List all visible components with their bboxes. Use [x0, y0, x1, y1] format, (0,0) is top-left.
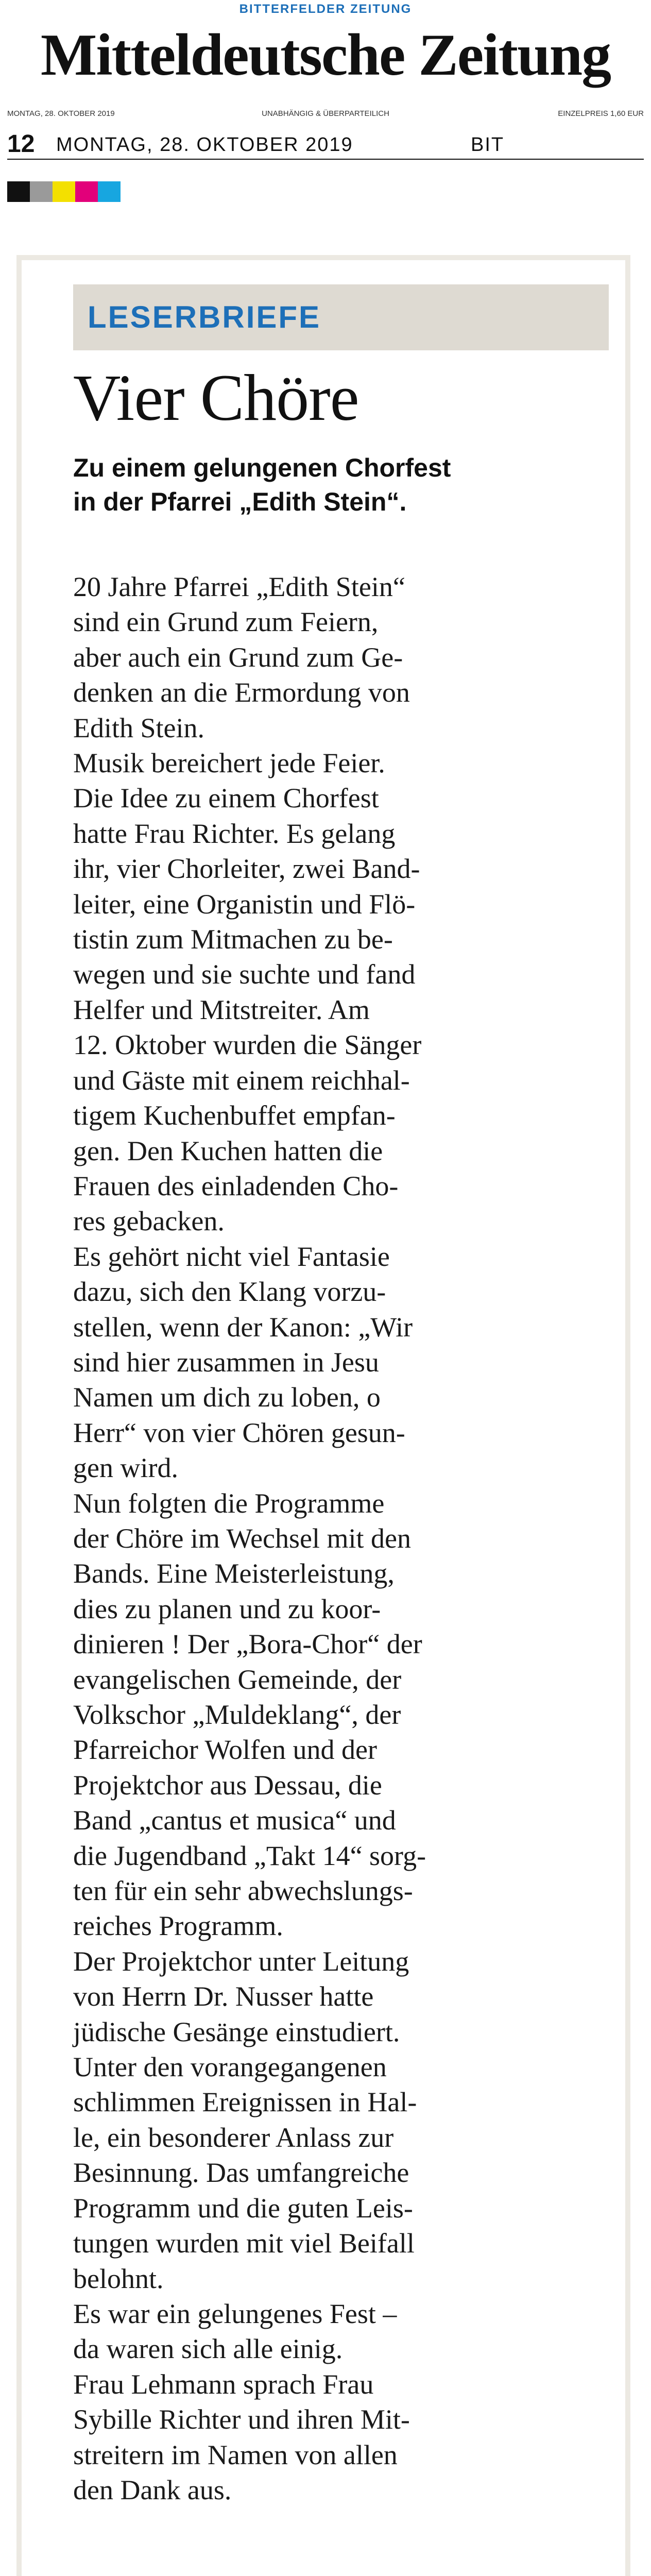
body-line: Band „cantus et musica“ und: [73, 1805, 396, 1836]
body-line: Der Projektchor unter Leitung: [73, 1945, 409, 1977]
article-subheadline: [73, 451, 609, 519]
body-line: stellen, wenn der Kanon: „Wir: [73, 1311, 413, 1343]
body-line: Bands. Eine Meisterleistung,: [73, 1558, 395, 1589]
body-line: Edith Stein.: [73, 712, 204, 743]
body-line: res gebacken.: [73, 1206, 225, 1237]
body-line: Volkschor „Muldeklang“, der: [73, 1699, 401, 1730]
color-swatch: [53, 181, 75, 202]
issue-date-small: MONTAG, 28. OKTOBER 2019: [7, 109, 115, 118]
letter-article-frame: [16, 255, 630, 2576]
body-line: belohnt.: [73, 2263, 164, 2294]
article-body: [73, 569, 619, 2507]
local-edition-label: BITTERFELDER ZEITUNG: [239, 2, 412, 16]
body-line: aber auch ein Grund zum Ge-: [73, 641, 403, 673]
color-swatch: [75, 181, 98, 202]
body-line: Programm und die guten Leis-: [73, 2192, 413, 2224]
body-line: Namen um dich zu loben, o: [73, 1382, 381, 1413]
body-line: Frau Lehmann sprach Frau: [73, 2368, 374, 2400]
rubric-label: LESERBRIEFE: [88, 300, 321, 334]
body-line: wegen und sie suchte und fand: [73, 959, 416, 990]
body-line: Es gehört nicht viel Fantasie: [73, 1241, 390, 1272]
article-headline: Vier Chöre: [73, 361, 359, 434]
body-line: dazu, sich den Klang vorzu-: [73, 1276, 386, 1308]
body-line: jüdische Gesänge einstudiert.: [73, 2016, 400, 2047]
body-line: denken an die Ermordung von: [73, 677, 410, 708]
masthead-meta-row: [7, 109, 644, 123]
letter-article: [22, 260, 625, 2576]
masthead: [0, 0, 651, 216]
body-line: von Herrn Dr. Nusser hatte: [73, 1981, 374, 2012]
body-line: evangelischen Gemeinde, der: [73, 1664, 402, 1695]
body-line: 20 Jahre Pfarrei „Edith Stein“: [73, 571, 405, 602]
body-line: 12. Oktober wurden die Sänger: [73, 1029, 422, 1061]
rubric-bar: [73, 284, 609, 350]
body-line: sind hier zusammen in Jesu: [73, 1346, 379, 1378]
body-line: Musik bereichert jede Feier.: [73, 748, 385, 779]
region-code: BIT: [471, 134, 505, 156]
newspaper-motto: UNABHÄNGIG & ÜBERPARTEILICH: [262, 109, 389, 118]
newspaper-title: Mitteldeutsche Zeitung: [40, 22, 611, 88]
body-line: Frauen des einladenden Cho-: [73, 1170, 399, 1201]
body-line: Besinnung. Das umfangreiche: [73, 2157, 409, 2189]
body-line: streitern im Namen von allen: [73, 2439, 398, 2470]
body-line: gen. Den Kuchen hatten die: [73, 1135, 383, 1166]
page-header-line: [7, 128, 644, 160]
body-line: le, ein besonderer Anlass zur: [73, 2122, 394, 2153]
body-line: tigem Kuchenbuffet empfan-: [73, 1100, 396, 1131]
body-line: sind ein Grund zum Feiern,: [73, 606, 379, 638]
body-line: dinieren ! Der „Bora-Chor“ der: [73, 1629, 422, 1660]
body-line: Projektchor aus Dessau, die: [73, 1769, 382, 1801]
body-line: Unter den vorangegangenen: [73, 2052, 387, 2083]
body-line: ten für ein sehr abwechslungs-: [73, 1875, 413, 1907]
body-line: den Dank aus.: [73, 2474, 232, 2505]
subheadline-line: in der Pfarrei „Edith Stein“.: [73, 487, 407, 516]
body-line: leiter, eine Organistin und Flö-: [73, 888, 416, 920]
subheadline-line: Zu einem gelungenen Chorfest: [73, 453, 451, 482]
body-line: Helfer und Mitstreiter. Am: [73, 994, 370, 1025]
body-line: die Jugendband „Takt 14“ sorg-: [73, 1840, 426, 1871]
body-line: ihr, vier Chorleiter, zwei Band-: [73, 853, 420, 885]
body-line: und Gäste mit einem reichhal-: [73, 1064, 410, 1096]
color-swatch: [30, 181, 53, 202]
body-line: Es war ein gelungenes Fest –: [73, 2298, 397, 2329]
body-line: gen wird.: [73, 1452, 178, 1484]
color-swatch: [7, 181, 30, 202]
body-line: reiches Programm.: [73, 1910, 283, 1942]
body-line: Nun folgten die Programme: [73, 1487, 385, 1519]
body-line: schlimmen Ereignissen in Hal-: [73, 2087, 417, 2118]
body-line: Pfarreichor Wolfen und der: [73, 1734, 377, 1766]
body-line: tungen wurden mit viel Beifall: [73, 2228, 415, 2259]
body-line: Herr“ von vier Chören gesun-: [73, 1417, 405, 1448]
body-line: Die Idee zu einem Chorfest: [73, 783, 379, 814]
body-line: dies zu planen und zu koor-: [73, 1593, 381, 1624]
page-date: MONTAG, 28. OKTOBER 2019: [56, 134, 353, 156]
page-number: 12: [7, 130, 35, 158]
body-line: Sybille Richter und ihren Mit-: [73, 2404, 410, 2435]
body-line: der Chöre im Wechsel mit den: [73, 1522, 411, 1554]
body-line: da waren sich alle einig.: [73, 2333, 343, 2365]
body-line: tistin zum Mitmachen zu be-: [73, 924, 393, 955]
body-line: hatte Frau Richter. Es gelang: [73, 818, 396, 849]
color-swatch: [98, 181, 121, 202]
issue-price: EINZELPREIS 1,60 EUR: [558, 109, 644, 118]
